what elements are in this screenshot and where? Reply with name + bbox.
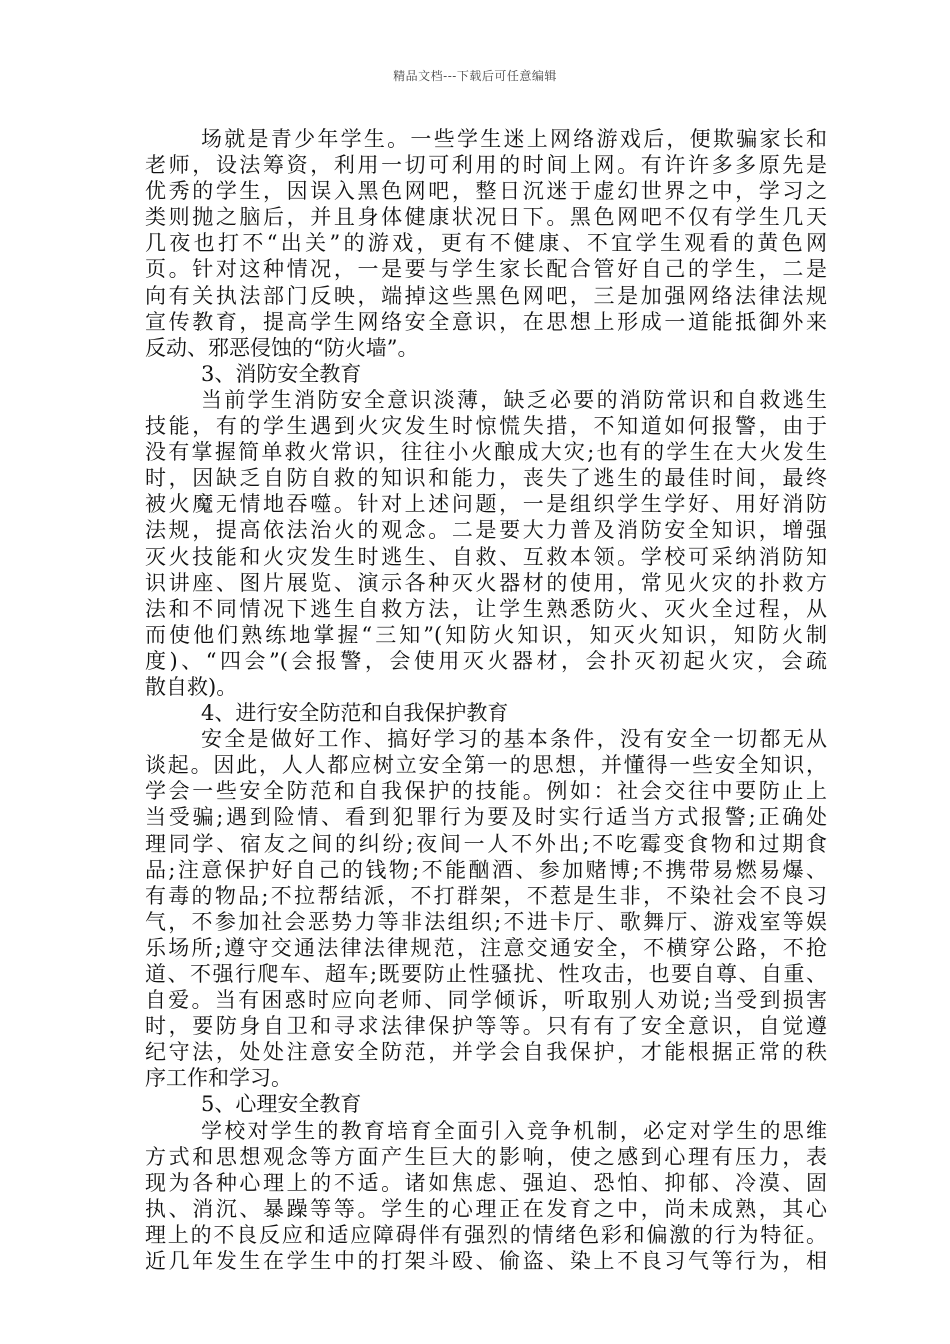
text-line: 道、不强行爬车、超车;既要防止性骚扰、性攻击，也要自尊、自重、 — [145, 962, 827, 986]
text-line: 时，要防身自卫和寻求法律保护等等。只有有了安全意识，自觉遵 — [145, 1014, 827, 1039]
text-line: 没有掌握简单救火常识，往往小火酿成大灾;也有的学生在大火发生 — [145, 440, 827, 465]
text-line: 理上的不良反应和适应障碍伴有强烈的情绪色彩和偏激的行为特征。 — [145, 1222, 827, 1247]
text-line: 近几年发生在学生中的打架斗殴、偷盗、染上不良习气等行为，相 — [145, 1249, 827, 1274]
text-line: 3、消防安全教育 — [201, 361, 362, 386]
text-line: 几夜也打不“出关”的游戏，更有不健康、不宜学生观看的黄色网 — [145, 231, 827, 256]
text-line: 乐场所;遵守交通法律法律规范，注意交通安全，不横穿公路，不抢 — [145, 935, 827, 960]
text-line: 学校对学生的教育培育全面引入竞争机制，必定对学生的思维 — [201, 1118, 827, 1143]
text-line: 向有关执法部门反映，端掉这些黑色网吧，三是加强网络法律法规 — [145, 283, 827, 308]
text-line: 安全是做好工作、搞好学习的基本条件，没有安全一切都无从 — [201, 727, 827, 752]
text-line: 宣传教育，提高学生网络安全意识，在思想上形成一道能抵御外来 — [145, 309, 827, 334]
text-line: 现为各种心理上的不适。诸如焦虑、强迫、恐怕、抑郁、冷漠、固 — [145, 1170, 827, 1195]
text-line: 品;注意保护好自己的钱物;不能酗酒、参加赌博;不携带易燃易爆、 — [145, 857, 827, 882]
text-line: 老师，设法筹资，利用一切可利用的时间上网。有许许多多原先是 — [145, 153, 827, 178]
text-line: 气，不参加社会恶势力等非法组织;不进卡厅、歌舞厅、游戏室等娱 — [145, 909, 827, 934]
text-line: 场就是青少年学生。一些学生迷上网络游戏后，便欺骗家长和 — [201, 127, 827, 151]
text-line: 谈起。因此，人人都应树立安全第一的思想，并懂得一些安全知识， — [145, 753, 827, 778]
text-line: 序工作和学习。 — [145, 1066, 292, 1091]
text-line: 法规，提高依法治火的观念。二是要大力普及消防安全知识，增强 — [145, 518, 827, 543]
text-line: 页。针对这种情况，一是要与学生家长配合管好自己的学生，二是 — [145, 257, 827, 282]
document-body — [145, 126, 827, 1274]
text-line: 反动、邪恶侵蚀的“防火墙”。 — [145, 335, 419, 360]
text-line: 类则抛之脑后，并且身体健康状况日下。黑色网吧不仅有学生几天 — [145, 205, 827, 230]
text-line: 识讲座、图片展览、演示各种灭火器材的使用，常见火灾的扑救方 — [145, 570, 827, 595]
text-line: 灭火技能和火灾发生时逃生、自救、互救本领。学校可采纳消防知 — [145, 544, 827, 569]
text-line: 当受骗;遇到险情、看到犯罪行为要及时实行适当方式报警;正确处 — [145, 805, 827, 830]
text-line: 法和不同情况下逃生自救方法，让学生熟悉防火、灭火全过程，从 — [145, 596, 827, 621]
text-line: 散自救)。 — [145, 674, 238, 699]
text-line: 时，因缺乏自防自救的知识和能力，丧失了逃生的最佳时间，最终 — [145, 466, 827, 491]
text-line: 而使他们熟练地掌握“三知”(知防火知识，知灭火知识，知防火制 — [145, 622, 827, 647]
text-line: 有毒的物品;不拉帮结派，不打群架，不惹是生非，不染社会不良习 — [145, 883, 827, 908]
text-line: 被火魔无情地吞噬。针对上述问题，一是组织学生学好、用好消防 — [145, 492, 827, 517]
text-line: 执、消沉、暴躁等等。学生的心理正在发育之中，尚未成熟，其心 — [145, 1196, 827, 1221]
text-line: 当前学生消防安全意识淡薄，缺乏必要的消防常识和自救逃生 — [201, 387, 827, 412]
text-line: 5、心理安全教育 — [201, 1092, 362, 1117]
page-header: 精品文档---下载后可任意编辑 — [393, 69, 557, 83]
text-line: 学会一些安全防范和自我保护的技能。例如：社会交往中要防止上 — [145, 779, 827, 804]
text-line: 方式和思想观念等方面产生巨大的影响，使之感到心理有压力，表 — [145, 1144, 827, 1169]
text-line: 4、进行安全防范和自我保护教育 — [201, 701, 509, 726]
text-line: 纪守法，处处注意安全防范，并学会自我保护，才能根据正常的秩 — [145, 1040, 827, 1065]
text-line: 理同学、宿友之间的纠纷;夜间一人不外出;不吃霉变食物和过期食 — [145, 831, 827, 856]
text-line: 技能，有的学生遇到火灾发生时惊慌失措，不知道如何报警，由于 — [145, 414, 827, 439]
text-line: 自爱。当有困惑时应向老师、同学倾诉，听取别人劝说;当受到损害 — [145, 988, 827, 1013]
text-line: 度)、“四会”(会报警，会使用灭火器材，会扑灭初起火灾，会疏 — [145, 648, 827, 673]
text-line: 优秀的学生，因误入黑色网吧，整日沉迷于虚幻世界之中，学习之 — [145, 179, 827, 204]
